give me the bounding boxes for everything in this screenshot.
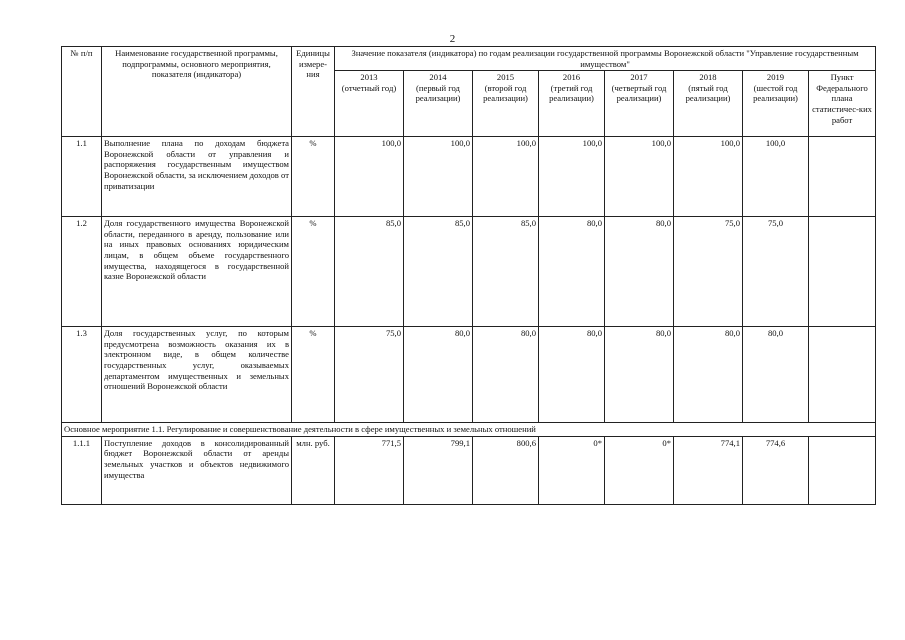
header-year-2015: 2015 (второй год реализации) — [473, 71, 539, 137]
row-value: 80,0 — [743, 327, 809, 423]
row-name: Выполнение плана по доходам бюджета Воронежской области от управления и распоряжения государственным имуществом Воронежской области, за исключением доходов от приватизации — [102, 137, 292, 217]
header-year-2016: 2016 (третий год реализации) — [539, 71, 605, 137]
row-value: 80,0 — [539, 327, 605, 423]
row-value: 800,6 — [473, 436, 539, 504]
header-year-2014: 2014 (первый год реализации) — [404, 71, 473, 137]
row-plan — [809, 137, 876, 217]
row-name: Доля государственных услуг, по которым предусмотрена возможность оказания их в электронном виде, в общем количестве государственных услуг, оказываемых департаментом имущественных и земельных отношений Воронежской области — [102, 327, 292, 423]
header-num: № п/п — [62, 47, 102, 137]
row-value: 0* — [539, 436, 605, 504]
table-row — [62, 137, 876, 217]
row-unit: % — [292, 327, 335, 423]
row-plan — [809, 327, 876, 423]
page-number: 2 — [449, 33, 456, 45]
row-num: 1.1.1 — [62, 436, 102, 504]
header-year-2019: 2019 (шестой год реализации) — [743, 71, 809, 137]
row-value: 774,1 — [674, 436, 743, 504]
section-row — [62, 423, 876, 437]
row-unit: % — [292, 217, 335, 327]
header-plan: Пункт Федерального плана статистичес-ких работ — [809, 71, 876, 137]
row-value: 80,0 — [605, 217, 674, 327]
table-row — [62, 327, 876, 423]
row-plan — [809, 217, 876, 327]
header-name: Наименование государственной программы, подпрограммы, основного мероприятия, показателя (индикатора) — [102, 47, 292, 137]
row-name: Доля государственного имущества Воронежской области, переданного в аренду, пользование или на иных правовых основаниях юридическим лицам, в общем объеме государственного имущества, находящегося в государственной казне Воронежской области — [102, 217, 292, 327]
row-plan — [809, 436, 876, 504]
row-value: 100,0 — [473, 137, 539, 217]
section-title: Основное мероприятие 1.1. Регулирование и совершенствование деятельности в сфере имущественных и земельных отношений — [62, 423, 876, 437]
row-value: 80,0 — [605, 327, 674, 423]
row-value: 75,0 — [743, 217, 809, 327]
row-value: 85,0 — [335, 217, 404, 327]
row-value: 85,0 — [473, 217, 539, 327]
row-num: 1.2 — [62, 217, 102, 327]
row-value: 771,5 — [335, 436, 404, 504]
row-num: 1.3 — [62, 327, 102, 423]
row-value: 100,0 — [539, 137, 605, 217]
header-group-title: Значение показателя (индикатора) по годам реализации государственной программы Воронежской области "Управление государственным имуществом" — [335, 47, 876, 71]
row-value: 75,0 — [335, 327, 404, 423]
row-value: 100,0 — [404, 137, 473, 217]
header-row-1 — [62, 47, 876, 71]
row-value: 799,1 — [404, 436, 473, 504]
row-value: 80,0 — [473, 327, 539, 423]
row-value: 100,0 — [605, 137, 674, 217]
row-value: 80,0 — [404, 327, 473, 423]
header-year-2017: 2017 (четвертый год реализации) — [605, 71, 674, 137]
row-value: 100,0 — [674, 137, 743, 217]
table-row — [62, 217, 876, 327]
header-unit: Единицы измере-ния — [292, 47, 335, 137]
row-value: 85,0 — [404, 217, 473, 327]
row-value: 100,0 — [335, 137, 404, 217]
row-value: 0* — [605, 436, 674, 504]
row-value: 80,0 — [674, 327, 743, 423]
row-unit: млн. руб. — [292, 436, 335, 504]
row-value: 80,0 — [539, 217, 605, 327]
header-year-2013: 2013 (отчетный год) — [335, 71, 404, 137]
row-num: 1.1 — [62, 137, 102, 217]
row-value: 75,0 — [674, 217, 743, 327]
row-name: Поступление доходов в консолидированный бюджет Воронежской области от аренды земельных участков и объектов недвижимого имущества — [102, 436, 292, 504]
header-year-2018: 2018 (пятый год реализации) — [674, 71, 743, 137]
row-value: 774,6 — [743, 436, 809, 504]
indicator-table — [61, 46, 876, 505]
table-row — [62, 436, 876, 504]
row-unit: % — [292, 137, 335, 217]
row-value: 100,0 — [743, 137, 809, 217]
